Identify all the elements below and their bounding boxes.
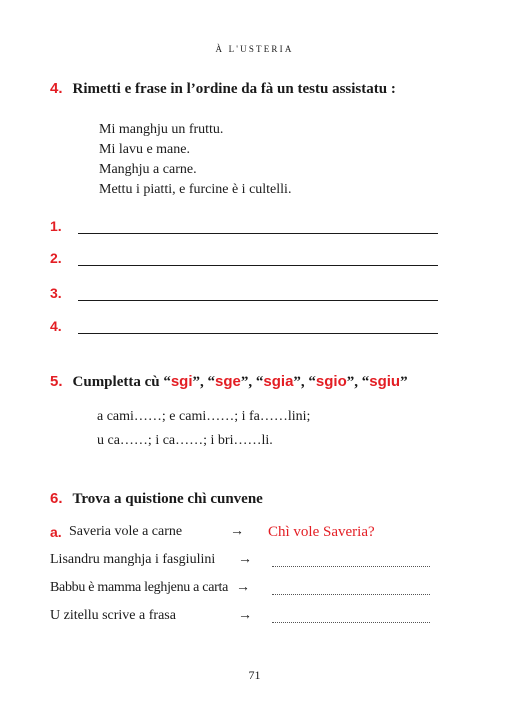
exercise-5-title: Cumpletta cù “sgi”, “sge”, “sgia”, “sgio”, “sgiu”	[72, 373, 408, 390]
example-statement: Saveria vole a carne	[69, 524, 183, 539]
exercise-4-title: Rimetti e frase in l’ordine da fà un testu assistatu :	[72, 81, 396, 97]
sentence-2: Mi lavu e mane.	[99, 142, 190, 157]
fill-line-2: u ca……; i ca……; i bri……li.	[97, 433, 273, 448]
statement-text: Babbu è mamma leghjenu a carta	[50, 580, 228, 595]
exercise-6-title: Trova a quistione chì cunvene	[72, 491, 263, 507]
example-answer: Chì vole Saveria?	[268, 524, 375, 540]
example-row	[50, 524, 450, 544]
answer-line-number: 3.	[50, 285, 62, 301]
answer-line-number: 4.	[50, 318, 62, 334]
exercise-5-number: 5.	[50, 373, 63, 390]
exercise-5-title-text: Cumpletta cù	[72, 374, 160, 390]
answer-underline	[78, 233, 438, 234]
question-row-1	[50, 552, 450, 572]
exercise-6-number: 6.	[50, 490, 63, 507]
exercise-5-lines	[97, 405, 310, 453]
answer-underline	[78, 265, 438, 266]
page-number: 71	[248, 668, 261, 682]
exercise-4-heading	[50, 80, 470, 98]
answer-underline	[78, 300, 438, 301]
exercise-5-heading	[50, 373, 470, 391]
answer-dotted-line[interactable]	[272, 622, 430, 623]
sentence-4: Mettu i piatti, e furcine è i cultelli.	[99, 182, 292, 197]
answer-line-3[interactable]	[50, 285, 438, 303]
answer-dotted-line[interactable]	[272, 594, 430, 595]
syllable-sge: sge	[215, 373, 241, 390]
answer-line-2[interactable]	[50, 250, 438, 268]
answer-line-number: 1.	[50, 218, 62, 234]
exercise-4-number: 4.	[50, 80, 63, 97]
syllable-sgio: sgio	[315, 373, 347, 390]
answer-underline	[78, 333, 438, 334]
arrow-icon: →	[238, 552, 252, 567]
sentence-1: Mi manghju un fruttu.	[99, 122, 224, 137]
statement-text: Lisandru manghja i fasgiulini	[50, 552, 216, 567]
question-row-3	[50, 608, 450, 628]
fill-line-1: a cami……; e cami……; i fa……lini;	[97, 409, 311, 424]
answer-line-1[interactable]	[50, 218, 438, 236]
exercise-4-sentences	[99, 120, 291, 200]
arrow-icon: →	[230, 524, 244, 539]
syllable-sgiu: sgiu	[369, 373, 401, 390]
answer-dotted-line[interactable]	[272, 566, 430, 567]
arrow-icon: →	[238, 608, 252, 623]
arrow-icon: →	[236, 580, 250, 595]
syllable-sgia: sgia	[263, 373, 294, 390]
syllable-sgi: sgi	[170, 373, 193, 390]
example-label: a.	[50, 524, 62, 540]
statement-text: U zitellu scrive a frasa	[50, 608, 176, 623]
sentence-3: Manghju a carne.	[99, 162, 197, 177]
question-row-2	[50, 580, 450, 600]
answer-line-4[interactable]	[50, 318, 438, 336]
exercise-6-heading	[50, 490, 470, 508]
answer-line-number: 2.	[50, 250, 62, 266]
running-header: À L'USTERIA	[215, 44, 294, 54]
